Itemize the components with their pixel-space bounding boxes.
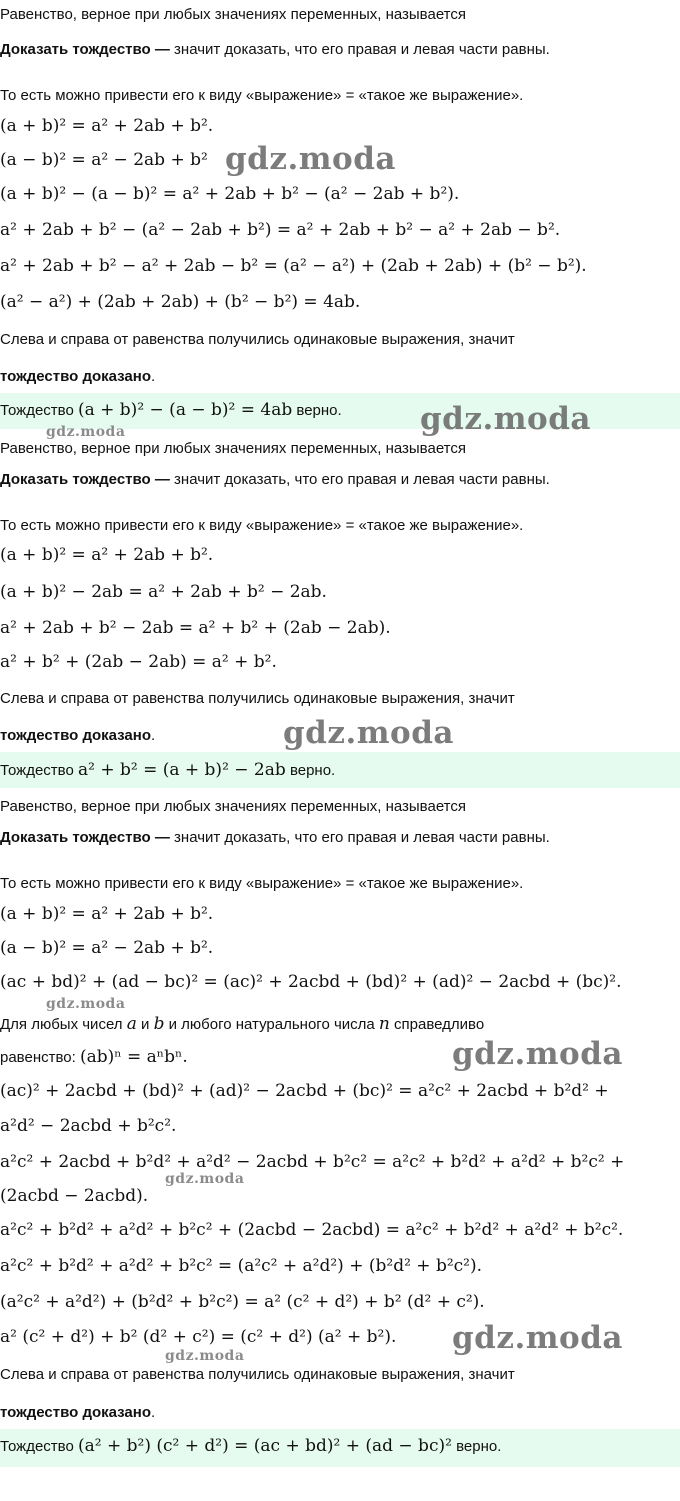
result-math: a² + b² = (a + b)² − 2ab (77, 760, 286, 780)
prove-definition (0, 471, 550, 488)
watermark-logo: gdz.moda (165, 1171, 245, 1187)
rule-text: и любого натурального числа (164, 1016, 379, 1033)
math-line: (a + b)² = a² + 2ab + b². (0, 904, 214, 924)
math-line: a² + b² + (2ab − 2ab) = a² + b². (0, 652, 277, 672)
result-pre: Тождество (0, 762, 78, 779)
result-line (0, 760, 335, 780)
prove-bold: Доказать тождество — (0, 829, 170, 846)
rule-text: Для любых чисел (0, 1016, 127, 1033)
math-line: a² + 2ab + b² − a² + 2ab − b² = (a² − a²) + (2ab + 2ab) + (b² − b²). (0, 256, 587, 276)
math-line: a²c² + b²d² + a²d² + b²c² = (a²c² + a²d²) + (b²d² + b²c²). (0, 1256, 483, 1276)
math-line: (a + b)² = a² + 2ab + b². (0, 116, 214, 136)
math-line: a²d² − 2acbd + b²c². (0, 1116, 177, 1136)
rule-formula: (ab)ⁿ = aⁿbⁿ. (79, 1047, 188, 1067)
rule-var-a: a (126, 1014, 137, 1034)
result-post: верно. (451, 1438, 502, 1455)
watermark-logo: gdz.moda (165, 1348, 245, 1364)
math-line: (a + b)² = a² + 2ab + b². (0, 545, 214, 565)
watermark-logo: gdz.moda (452, 1320, 623, 1356)
rule-line-2 (0, 1047, 188, 1067)
watermark-logo: gdz.moda (420, 401, 591, 437)
result-post: верно. (292, 402, 342, 419)
prove-definition (0, 41, 550, 58)
watermark-logo: gdz.moda (452, 1036, 623, 1072)
result-math: (a + b)² − (a − b)² = 4ab (77, 400, 293, 420)
definition-line: Равенство, верное при любых значениях переменных, называется (0, 440, 466, 457)
definition-line: Равенство, верное при любых значениях переменных, называется (0, 798, 466, 815)
result-line (0, 400, 342, 420)
result-line (0, 1436, 501, 1456)
prove-bold: Доказать тождество — (0, 41, 170, 58)
conclusion-line: Слева и справа от равенства получились одинаковые выражения, значит (0, 1366, 515, 1383)
prove-definition (0, 829, 550, 846)
intro-line: То есть можно привести его к виду «выражение» = «такое же выражение». (0, 875, 524, 892)
result-pre: Тождество (0, 402, 78, 419)
rule-var-n: n (378, 1014, 390, 1034)
watermark-logo: gdz.moda (46, 424, 126, 440)
rule-text: равенство: (0, 1049, 80, 1066)
rule-line (0, 1014, 484, 1034)
watermark-logo: gdz.moda (46, 996, 126, 1012)
result-pre: Тождество (0, 1438, 78, 1455)
math-line: (2acbd − 2acbd). (0, 1186, 149, 1206)
math-line: a²c² + b²d² + a²d² + b²c² + (2acbd − 2acbd) = a²c² + b²d² + a²d² + b²c². (0, 1220, 624, 1240)
rule-text: справедливо (389, 1016, 485, 1033)
watermark-logo: gdz.moda (225, 141, 396, 177)
proved-line: тождество доказано. (0, 1404, 156, 1421)
prove-rest: значит доказать, что его правая и левая части равны. (169, 829, 550, 846)
intro-line: То есть можно привести его к виду «выражение» = «такое же выражение». (0, 87, 524, 104)
conclusion-line: Слева и справа от равенства получились одинаковые выражения, значит (0, 331, 515, 348)
result-post: верно. (285, 762, 336, 779)
proved-bold: тождество доказано (0, 1404, 151, 1421)
prove-bold: Доказать тождество — (0, 471, 170, 488)
math-line: (a + b)² − 2ab = a² + 2ab + b² − 2ab. (0, 582, 327, 602)
math-line: a² + 2ab + b² − 2ab = a² + b² + (2ab − 2ab). (0, 618, 391, 638)
proved-bold: тождество доказано (0, 368, 151, 385)
math-line: (ac + bd)² + (ad − bc)² = (ac)² + 2acbd + (bd)² + (ad)² − 2acbd + (bc)². (0, 972, 622, 992)
rule-text: и (136, 1016, 154, 1033)
math-line: (ac)² + 2acbd + (bd)² + (ad)² − 2acbd + (bc)² = a²c² + 2acbd + b²d² + (0, 1081, 609, 1101)
conclusion-line: Слева и справа от равенства получились одинаковые выражения, значит (0, 690, 515, 707)
definition-line: Равенство, верное при любых значениях переменных, называется (0, 6, 466, 23)
math-line: a²c² + 2acbd + b²d² + a²d² − 2acbd + b²c² = a²c² + b²d² + a²d² + b²c² + (0, 1152, 625, 1172)
math-line: (a²c² + a²d²) + (b²d² + b²c²) = a² (c² + d²) + b² (d² + c²). (0, 1292, 485, 1312)
proved-bold: тождество доказано (0, 727, 151, 744)
proved-line: тождество доказано. (0, 727, 156, 744)
proved-line: тождество доказано. (0, 368, 156, 385)
math-line: (a − b)² = a² − 2ab + b². (0, 938, 214, 958)
math-line: a² + 2ab + b² − (a² − 2ab + b²) = a² + 2ab + b² − a² + 2ab − b². (0, 220, 561, 240)
intro-line: То есть можно привести его к виду «выражение» = «такое же выражение». (0, 517, 524, 534)
math-line: (a − b)² = a² − 2ab + b² (0, 150, 208, 170)
math-line: (a² − a²) + (2ab + 2ab) + (b² − b²) = 4ab. (0, 292, 361, 312)
prove-rest: значит доказать, что его правая и левая части равны. (169, 41, 550, 58)
math-line: (a + b)² − (a − b)² = a² + 2ab + b² − (a² − 2ab + b²). (0, 184, 460, 204)
math-line: a² (c² + d²) + b² (d² + c²) = (c² + d²) (a² + b²). (0, 1327, 397, 1347)
prove-rest: значит доказать, что его правая и левая части равны. (169, 471, 550, 488)
watermark-logo: gdz.moda (283, 715, 454, 751)
rule-var-b: b (153, 1014, 165, 1034)
result-math: (a² + b²) (c² + d²) = (ac + bd)² + (ad − bc)² (77, 1436, 452, 1456)
